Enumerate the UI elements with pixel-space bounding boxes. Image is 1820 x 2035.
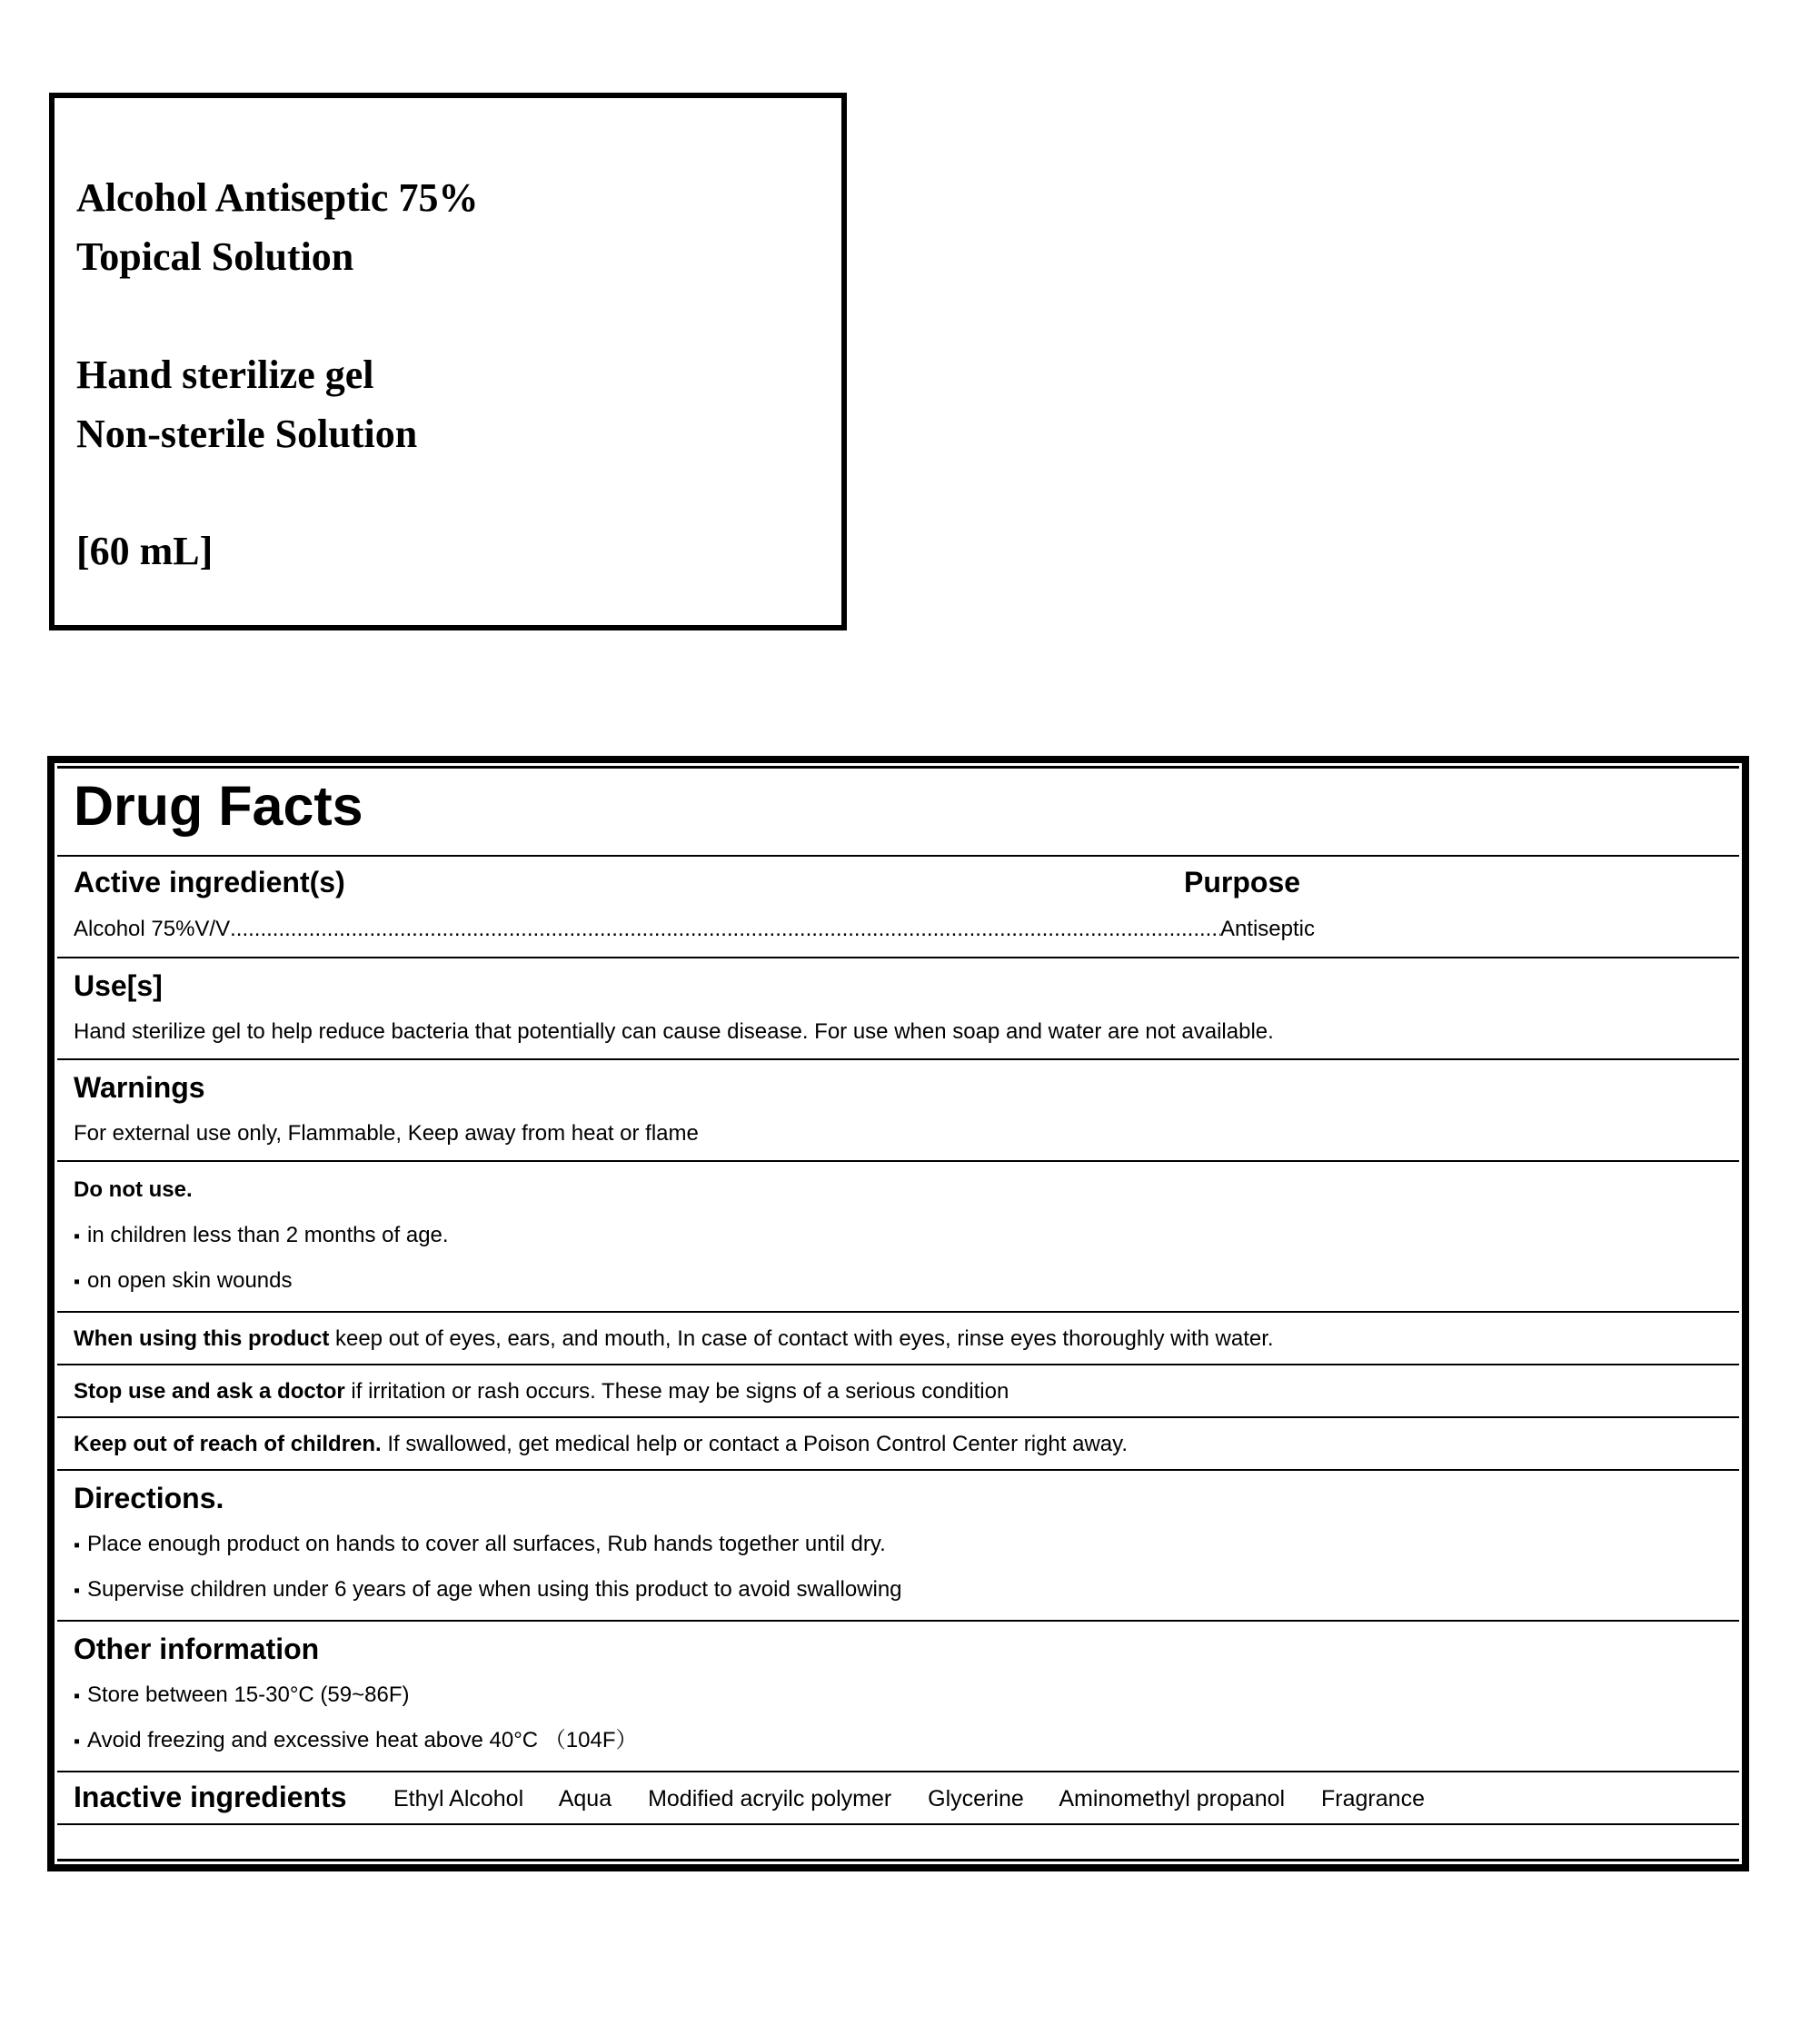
drug-facts-panel — [47, 756, 1749, 1871]
inactive-ingredient: Ethyl Alcohol — [393, 1786, 524, 1812]
uses-section — [57, 958, 1739, 1060]
other-information-section — [57, 1622, 1739, 1772]
purpose-heading: Purpose — [1184, 866, 1301, 898]
do-not-use-item: ▪ on open skin wounds — [74, 1267, 293, 1295]
inactive-ingredient: Aqua — [558, 1786, 612, 1812]
do-not-use-item: ▪ in children less than 2 months of age. — [74, 1222, 449, 1250]
keep-out-text — [74, 1431, 1128, 1458]
stop-use-body: if irritation or rash occurs. These may be signs of a serious condition — [344, 1379, 1009, 1404]
inactive-ingredients-heading: Inactive ingredients — [74, 1781, 347, 1813]
inactive-ingredient: Modified acryilc polymer — [648, 1786, 892, 1812]
drug-facts-title: Drug Facts — [74, 775, 363, 837]
active-ingredients-section — [57, 857, 1739, 958]
inactive-ingredients-list — [393, 1785, 1455, 1812]
other-information-item: ▪ Store between 15-30°C (59~86F) — [74, 1682, 409, 1710]
empty-footer-row — [57, 1825, 1739, 1871]
keep-out-lead: Keep out of reach of children. — [74, 1432, 382, 1456]
inactive-ingredients-section — [57, 1772, 1739, 1825]
product-form: Topical Solution — [76, 234, 354, 279]
when-using-body: keep out of eyes, ears, and mouth, In case of contact with eyes, rinse eyes thoroughly with water. — [329, 1326, 1274, 1351]
active-ingredient-purpose: Antiseptic — [1219, 917, 1315, 941]
active-ingredient-line — [74, 916, 1315, 943]
do-not-use-section — [57, 1162, 1739, 1313]
other-information-item: ▪ Avoid freezing and excessive heat above 40°C （104F） — [74, 1727, 638, 1755]
directions-section — [57, 1471, 1739, 1622]
when-using-lead: When using this product — [74, 1326, 330, 1351]
warnings-heading: Warnings — [74, 1071, 205, 1104]
directions-item: ▪ Supervise children under 6 years of age when using this product to avoid swallowing — [74, 1576, 902, 1604]
when-using-section — [57, 1313, 1739, 1365]
other-information-heading: Other information — [74, 1633, 320, 1665]
keep-out-section — [57, 1418, 1739, 1471]
product-sterility: Non-sterile Solution — [76, 412, 418, 456]
net-contents: [60 mL] — [76, 529, 214, 573]
drug-facts-inner — [57, 766, 1739, 1861]
product-description: Hand sterilize gel — [76, 352, 374, 397]
drug-facts-header — [57, 769, 1739, 857]
stop-use-text — [74, 1378, 1009, 1405]
directions-item: ▪ Place enough product on hands to cover all surfaces, Rub hands together until dry. — [74, 1531, 886, 1559]
dot-leader — [230, 916, 1220, 943]
inactive-ingredient: Fragrance — [1321, 1786, 1425, 1812]
active-ingredients-heading: Active ingredient(s) — [74, 866, 345, 898]
stop-use-section — [57, 1365, 1739, 1418]
inactive-ingredient: Aminomethyl propanol — [1059, 1786, 1286, 1812]
product-label-panel — [49, 93, 847, 630]
warnings-text: For external use only, Flammable, Keep away from heat or flame — [74, 1121, 699, 1146]
when-using-text — [74, 1325, 1274, 1353]
stop-use-lead: Stop use and ask a doctor — [74, 1379, 345, 1404]
directions-heading: Directions. — [74, 1482, 224, 1514]
warnings-section — [57, 1060, 1739, 1162]
inactive-ingredient: Glycerine — [928, 1786, 1024, 1812]
do-not-use-heading: Do not use. — [74, 1177, 193, 1202]
uses-text: Hand sterilize gel to help reduce bacteria that potentially can cause disease. For use when soap and water are not available. — [74, 1019, 1274, 1044]
uses-heading: Use[s] — [74, 969, 163, 1002]
keep-out-body: If swallowed, get medical help or contact a Poison Control Center right away. — [381, 1432, 1129, 1456]
active-ingredient-name: Alcohol 75%V/V — [74, 917, 231, 941]
product-name: Alcohol Antiseptic 75% — [76, 175, 479, 220]
